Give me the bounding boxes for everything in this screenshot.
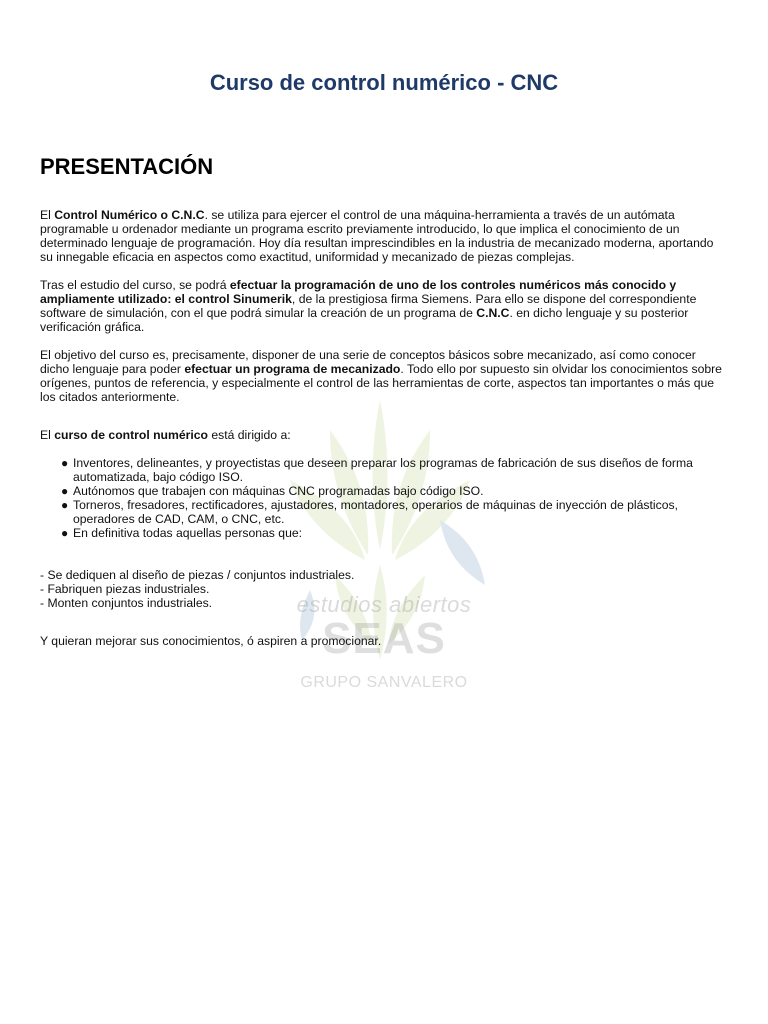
- audience-list: [40, 456, 728, 540]
- document-body: [40, 208, 728, 648]
- dash-item: - Fabriquen piezas industriales.: [40, 582, 210, 596]
- section-heading: PRESENTACIÓN: [40, 154, 214, 179]
- list-item: ● En definitiva todas aquellas personas que:: [61, 526, 303, 540]
- paragraph-objective: El objetivo del curso es, precisamente, disponer de una serie de conceptos básicos sobre mecanizado, así como conocer dicho lenguaje para poder efectuar un programa de mecanizado. Todo ello por supuesto sin olvidar los conocimientos sobre orígenes, puntos de referencia, y especialmente el control de las herramientas de corte, aspectos tan importantes o más que los citados anteriormente.: [40, 348, 722, 404]
- bullet-icon: ●: [61, 484, 69, 498]
- dash-item: - Monten conjuntos industriales.: [40, 596, 213, 610]
- dash-list: [40, 568, 728, 610]
- paragraph-course-outcome: Tras el estudio del curso, se podrá efectuar la programación de uno de los controles numéricos más conocido y ampliamente utilizado: el control Sinumerik, de la prestigiosa firma Siemens. Para ello se dispone del correspondiente software de simulación, con el que podrá simular la creación de un programa de C.N.C. en dicho lenguaje y su posterior verificación gráfica.: [40, 278, 697, 334]
- list-item: ● Autónomos que trabajen con máquinas CNC programadas bajo código ISO.: [61, 484, 484, 498]
- page-title: Curso de control numérico - CNC: [209, 70, 559, 95]
- paragraph-intro: El Control Numérico o C.N.C. se utiliza para ejercer el control de una máquina-herramienta a través de un autómata programable u ordenador mediante un programa escrito previamente introducido, lo que implica el conocimiento de un determinado lenguaje de programación. Hoy día resultan imprescindibles en la industria de mecanizado moderna, aportando su innegable eficacia en aspectos como exactitud, uniformidad y mecanizado de piezas complejas.: [40, 208, 714, 264]
- paragraph-audience-intro: El curso de control numérico está dirigido a:: [40, 428, 291, 442]
- watermark-text-tagline: estudios abiertos: [296, 592, 472, 617]
- bullet-icon: ●: [61, 526, 69, 540]
- paragraph-closing: Y quieran mejorar sus conocimientos, ó aspiren a promocionar.: [40, 634, 382, 648]
- bullet-icon: ●: [61, 456, 69, 470]
- dash-item: - Se dediquen al diseño de piezas / conjuntos industriales.: [40, 568, 355, 582]
- watermark-text-group: GRUPO SANVALERO: [300, 674, 468, 691]
- list-item: ● Torneros, fresadores, rectificadores, ajustadores, montadores, operarios de máquinas de inyección de plásticos, operadores de CAD, CAM, o CNC, etc.: [61, 498, 678, 526]
- watermark-text-brand: SEAS: [322, 614, 446, 663]
- list-item: ● Inventores, delineantes, y proyectistas que deseen preparar los programas de fabricación de sus diseños de forma automatizada, bajo código ISO.: [61, 456, 693, 484]
- bullet-icon: ●: [61, 498, 69, 512]
